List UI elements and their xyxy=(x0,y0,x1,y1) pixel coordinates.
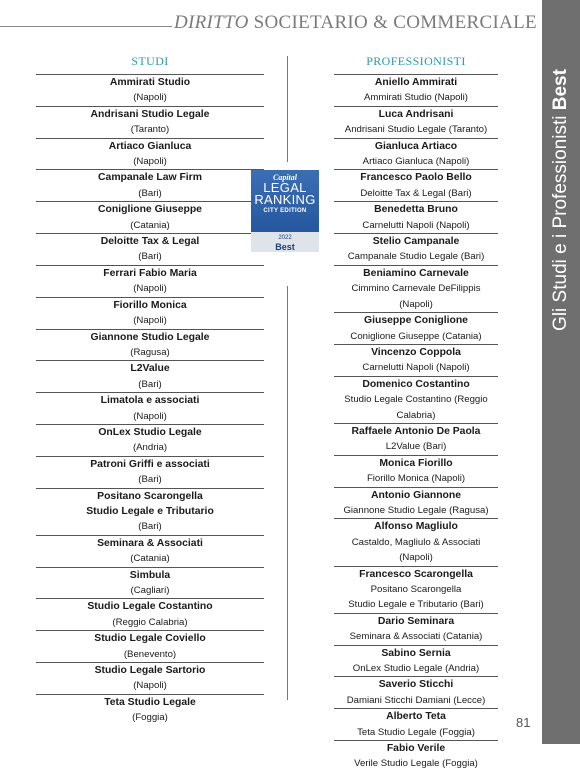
studio-entry xyxy=(36,630,264,662)
professionista-firm: Positano Scarongella xyxy=(370,584,462,595)
professionista-firm: Deloitte Tax & Legal (Bari) xyxy=(360,187,472,199)
studio-entry xyxy=(36,169,264,201)
studio-city: (Bari) xyxy=(138,474,162,486)
professionista-entry xyxy=(334,312,498,344)
professionista-name: Alberto Teta xyxy=(386,711,446,723)
side-band-text: Gli Studi e i Professionisti xyxy=(550,110,571,331)
side-band-title xyxy=(550,69,572,331)
studio-city: (Andria) xyxy=(132,442,168,454)
professionista-entry xyxy=(334,265,498,312)
studio-name: Andrisani Studio Legale xyxy=(90,108,210,120)
studio-entry xyxy=(36,138,264,170)
professionista-firm: L2Value (Bari) xyxy=(385,441,447,453)
studio-city: (Bari) xyxy=(138,251,162,263)
studio-name: Ammirati Studio xyxy=(109,77,191,88)
legal-ranking-badge xyxy=(251,170,319,252)
professionista-entry xyxy=(334,233,498,265)
professionista-entry xyxy=(334,645,498,677)
professionista-entry xyxy=(334,676,498,708)
studio-entry xyxy=(36,297,264,329)
studio-name: Seminara & Associati xyxy=(97,537,203,549)
studio-city: (Taranto) xyxy=(130,124,170,136)
studio-entry xyxy=(36,265,264,297)
studio-entry xyxy=(36,201,264,233)
page-header xyxy=(174,12,537,34)
studi-list xyxy=(36,74,264,726)
column-divider-bottom xyxy=(287,286,288,700)
studio-name: Fiorillo Monica xyxy=(113,299,187,311)
professionista-name: Benedetta Bruno xyxy=(374,204,458,216)
studio-name: Studio Legale Sartorio xyxy=(94,665,206,677)
studio-name: Teta Studio Legale xyxy=(104,696,196,708)
studio-name: Simbula xyxy=(129,569,171,581)
studio-city: (Cagliari) xyxy=(130,585,170,596)
studio-name: Studio Legale Costantino xyxy=(87,601,213,613)
column-divider-top xyxy=(287,56,288,162)
studio-name: Giannone Studio Legale xyxy=(90,331,210,343)
professionista-entry xyxy=(334,708,498,740)
professionista-name: Stelio Campanale xyxy=(372,236,460,248)
professionista-entry xyxy=(334,487,498,519)
header-rule xyxy=(0,26,172,27)
professionista-entry xyxy=(334,74,498,106)
studio-city: (Catania) xyxy=(130,219,170,231)
professionista-firm: Carnelutti Napoli (Napoli) xyxy=(362,362,470,374)
professionista-firm: Fiorillo Monica (Napoli) xyxy=(366,473,466,485)
studio-entry xyxy=(36,392,264,424)
professionista-firm: Damiani Sticchi Damiani (Lecce) xyxy=(346,694,486,706)
professionista-entry xyxy=(334,376,498,423)
professionista-name: Gianluca Artiaco xyxy=(374,140,458,152)
professionista-entry xyxy=(334,740,498,772)
studio-name: Limatola e associati xyxy=(100,395,200,407)
professionista-name: Vincenzo Coppola xyxy=(371,346,461,358)
professionista-name: Sabino Sernia xyxy=(381,647,451,659)
professionista-name: Luca Andrisani xyxy=(378,108,454,120)
side-band-best: Best xyxy=(550,69,571,111)
professionista-firm: Castaldo, Magliulo & Associati (Napoli) xyxy=(351,536,481,564)
professionista-firm: OnLex Studio Legale (Andria) xyxy=(352,663,480,675)
studio-entry xyxy=(36,74,264,106)
studio-name: Positano Scarongella xyxy=(97,490,203,502)
professionista-firm: Seminara & Associati (Catania) xyxy=(349,631,483,643)
studio-entry xyxy=(36,106,264,138)
studio-entry xyxy=(36,488,264,535)
professionista-entry xyxy=(334,138,498,170)
studio-city: (Catania) xyxy=(130,553,170,565)
professionista-entry xyxy=(334,169,498,201)
badge-line1: LEGAL xyxy=(263,180,307,195)
studio-name: Patroni Griffi e associati xyxy=(90,458,210,470)
professionista-firm: Teta Studio Legale (Foggia) xyxy=(357,726,475,738)
professionista-firm: Campanale Studio Legale (Bari) xyxy=(347,251,485,263)
studio-city: (Bari) xyxy=(138,521,162,533)
studio-city: (Napoli) xyxy=(133,680,167,692)
studio-entry xyxy=(36,456,264,488)
professionisti-heading: PROFESSIONISTI xyxy=(366,54,466,68)
professionista-name: Dario Seminara xyxy=(377,615,455,627)
studio-entry xyxy=(36,535,264,567)
page-number: 81 xyxy=(516,715,531,730)
studio-entry xyxy=(36,662,264,694)
professionista-firm: Studio Legale e Tributario (Bari) xyxy=(348,599,484,611)
professionista-entry xyxy=(334,566,498,613)
studio-name: Deloitte Tax & Legal xyxy=(100,236,200,248)
professionista-name: Domenico Costantino xyxy=(362,378,470,390)
professionista-entry xyxy=(334,344,498,376)
studio-name: Artiaco Gianluca xyxy=(108,140,192,152)
professionista-name: Giuseppe Coniglione xyxy=(364,315,468,327)
studio-city: (Napoli) xyxy=(133,283,167,295)
studio-city: (Napoli) xyxy=(133,92,167,104)
studio-name: L2Value xyxy=(130,363,170,375)
professionista-firm: Coniglione Giuseppe (Catania) xyxy=(350,330,482,342)
professionista-name: Francesco Scarongella xyxy=(359,568,473,580)
studio-name: Studio Legale Coviello xyxy=(94,633,206,645)
header-title-italic: DIRITTO xyxy=(174,12,249,33)
professionista-firm: Verile Studio Legale (Foggia) xyxy=(354,758,478,770)
badge-footer xyxy=(251,232,319,252)
professionista-firm: Studio Legale Costantino (Reggio Calabria) xyxy=(344,394,488,421)
studio-city: (Ragusa) xyxy=(130,346,170,358)
studio-name: Ferrari Fabio Maria xyxy=(103,267,197,279)
professionista-name: Fabio Verile xyxy=(386,743,446,755)
studio-entry xyxy=(36,360,264,392)
professionista-name: Beniamino Carnevale xyxy=(363,267,469,279)
professionista-entry xyxy=(334,423,498,455)
studio-entry xyxy=(36,694,264,726)
studio-city: (Foggia) xyxy=(132,712,168,724)
studio-city: (Napoli) xyxy=(133,156,167,168)
professionisti-list xyxy=(334,74,498,772)
studio-entry xyxy=(36,329,264,361)
studio-city: (Napoli) xyxy=(133,315,167,327)
studio-entry xyxy=(36,567,264,599)
studio-city: (Reggio Calabria) xyxy=(112,616,188,628)
studio-name: OnLex Studio Legale xyxy=(98,426,202,438)
professionista-firm: Cimmino Carnevale DeFilippis (Napoli) xyxy=(351,283,481,310)
professionista-firm: Ammirati Studio (Napoli) xyxy=(364,92,468,104)
studio-entry xyxy=(36,598,264,630)
studio-name: Campanale Law Firm xyxy=(98,172,202,184)
studio-city: (Bari) xyxy=(138,187,162,199)
professionista-name: Antonio Giannone xyxy=(370,489,462,501)
professionista-name: Alfonso Magliulo xyxy=(374,521,458,533)
professionista-entry xyxy=(334,518,498,565)
studio-name: Coniglione Giuseppe xyxy=(98,204,202,216)
professionista-entry xyxy=(334,613,498,645)
badge-brand: Capital xyxy=(272,173,297,182)
badge-line2: RANKING xyxy=(254,192,316,207)
professionista-name: Raffaele Antonio De Paola xyxy=(351,425,481,437)
badge-best: Best xyxy=(275,242,295,252)
professionista-firm: Andrisani Studio Legale (Taranto) xyxy=(344,124,488,136)
studio-entry xyxy=(36,424,264,456)
header-title: SOCIETARIO & COMMERCIALE xyxy=(248,12,537,33)
professionista-firm: Giannone Studio Legale (Ragusa) xyxy=(343,504,489,516)
professionista-entry xyxy=(334,106,498,138)
professionista-entry xyxy=(334,455,498,487)
badge-year: 2022 xyxy=(278,235,292,241)
professionista-name: Monica Fiorillo xyxy=(379,457,453,469)
studio-city: (Bari) xyxy=(138,378,162,390)
professionista-name: Aniello Ammirati xyxy=(374,77,458,88)
studio-entry xyxy=(36,233,264,265)
professionista-entry xyxy=(334,201,498,233)
professionista-name: Francesco Paolo Bello xyxy=(360,172,472,184)
studio-city: (Benevento) xyxy=(123,648,177,660)
studio-city: (Napoli) xyxy=(133,410,167,422)
professionista-name: Saverio Sticchi xyxy=(378,679,454,691)
professionista-firm: Carnelutti Napoli (Napoli) xyxy=(362,219,470,231)
badge-edition: CITY EDITION xyxy=(263,208,307,214)
studi-heading: STUDI xyxy=(131,54,169,68)
professionista-firm: Artiaco Gianluca (Napoli) xyxy=(362,156,470,168)
studio-name: Studio Legale e Tributario xyxy=(86,505,214,517)
